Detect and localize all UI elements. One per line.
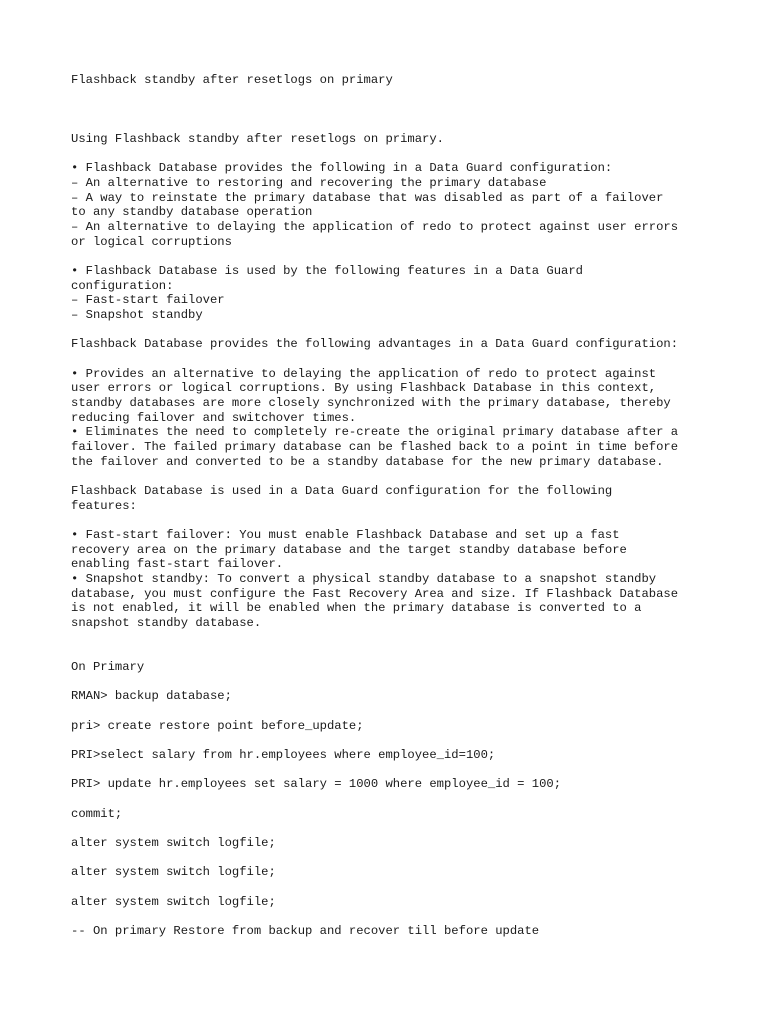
text-line: is not enabled, it will be enabled when the primary database is converted to a [71,601,642,615]
command-line: PRI>select salary from hr.employees where employee_id=100; [71,748,496,762]
text-line: – An alternative to restoring and recovering the primary database [71,176,547,190]
text-line: failover. The failed primary database can be flashed back to a point in time before [71,440,679,454]
text-line: enabling fast-start failover. [71,557,284,571]
command-line: pri> create restore point before_update; [71,719,364,733]
text-line: the failover and converted to be a standby database for the new primary database. [71,455,664,469]
text-line: to any standby database operation [71,205,313,219]
command-line: RMAN> backup database; [71,689,232,703]
text-line: • Snapshot standby: To convert a physical standby database to a snapshot standby [71,572,657,586]
text-line: features: [71,499,137,513]
text-line: recovery area on the primary database and the target standby database before [71,543,627,557]
text-line: database, you must configure the Fast Recovery Area and size. If Flashback Database [71,587,679,601]
command-line: -- On primary Restore from backup and recover till before update [71,924,540,938]
text-line: – Snapshot standby [71,308,203,322]
intro-text: Using Flashback standby after resetlogs on primary. [71,132,444,146]
text-line: – A way to reinstate the primary database that was disabled as part of a failover [71,191,664,205]
on-primary-heading: On Primary [71,660,145,674]
text-line: • Provides an alternative to delaying the application of redo to protect against [71,367,657,381]
text-line: • Flashback Database provides the following in a Data Guard configuration: [71,161,613,175]
text-line: user errors or logical corruptions. By using Flashback Database in this context, [71,381,657,395]
command-line: alter system switch logfile; [71,895,276,909]
text-line: Flashback Database is used in a Data Guard configuration for the following [71,484,613,498]
text-line: – Fast-start failover [71,293,225,307]
text-line: – An alternative to delaying the application of redo to protect against user errors [71,220,679,234]
text-line: • Eliminates the need to completely re-create the original primary database after a [71,425,679,439]
command-line: alter system switch logfile; [71,865,276,879]
advantages-heading: Flashback Database provides the following advantages in a Data Guard configuration: [71,337,679,351]
text-line: configuration: [71,279,174,293]
text-line: reducing failover and switchover times. [71,411,357,425]
text-line: snapshot standby database. [71,616,262,630]
command-line: commit; [71,807,123,821]
text-line: or logical corruptions [71,235,232,249]
command-line: alter system switch logfile; [71,836,276,850]
command-line: PRI> update hr.employees set salary = 1000 where employee_id = 100; [71,777,562,791]
text-line: • Flashback Database is used by the following features in a Data Guard [71,264,583,278]
text-line: • Fast-start failover: You must enable Flashback Database and set up a fast [71,528,620,542]
document-title: Flashback standby after resetlogs on primary [71,73,393,87]
text-line: standby databases are more closely synchronized with the primary database, thereby [71,396,671,410]
